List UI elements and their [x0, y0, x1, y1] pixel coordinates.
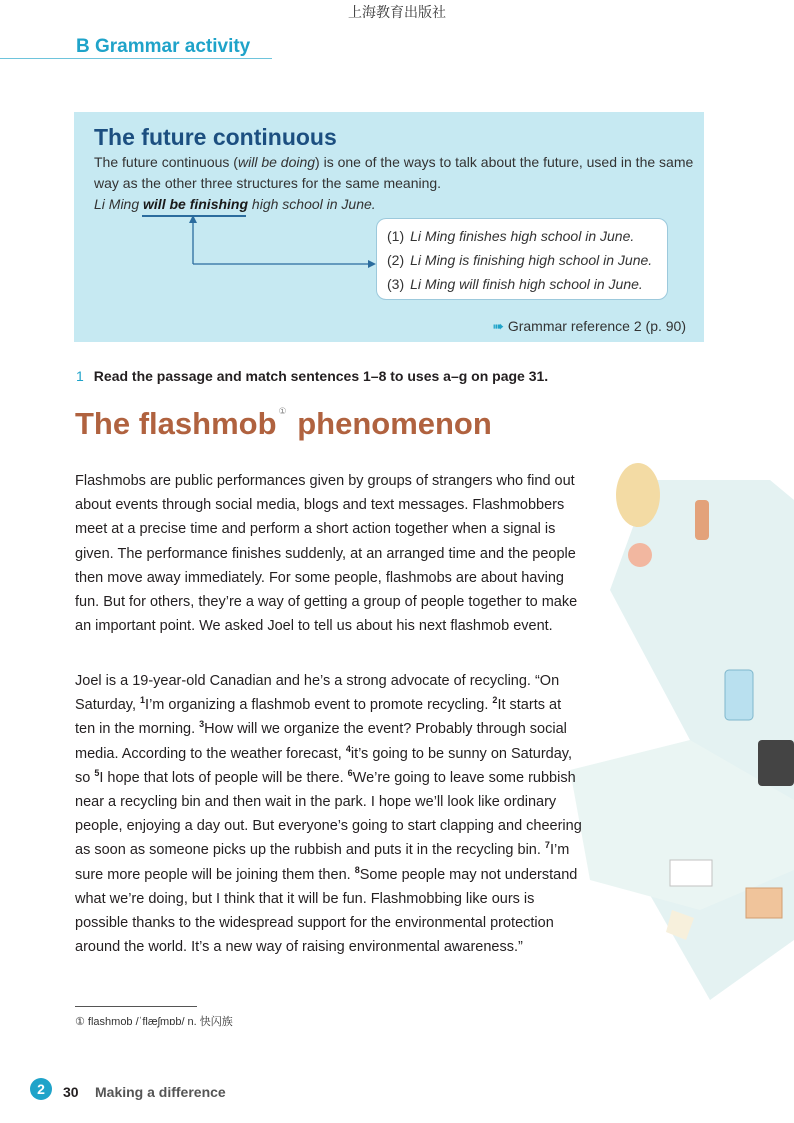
option-text: Li Ming will finish high school in June.: [410, 276, 643, 292]
example-text-after: high school in June.: [248, 196, 376, 212]
grammar-reference-text: Grammar reference 2 (p. 90): [507, 318, 686, 334]
grammar-box: [74, 112, 704, 342]
sentence-text: I hope that lots of people will be there.: [99, 769, 348, 786]
example-sentence: [94, 196, 376, 212]
option-text: Li Ming finishes high school in June.: [410, 228, 635, 244]
sentence-number: 2: [492, 695, 498, 706]
sentence-text: It starts at ten in the morning.: [75, 697, 562, 738]
sentence-text: Some people may not understand what we’re doing, but I think that it will be fun. Flashmobbing like ours is possible thanks to the widespread support for the environmental protection around the world. It’s a new way of raising environmental awareness.”: [75, 866, 578, 956]
section-heading: B Grammar activity: [76, 36, 251, 57]
unit-number-badge: 2: [30, 1078, 52, 1100]
desc-text-italic: will be doing: [237, 154, 316, 170]
footnote: ① flashmob /ˈflæʃmɒb/ n. 快闪族: [75, 1016, 233, 1028]
grammar-reference-link[interactable]: [492, 318, 686, 335]
apple-core-icon: [628, 543, 652, 567]
example-text-highlight: will be finishing: [143, 196, 249, 212]
arrow-right-icon: ➠: [492, 318, 504, 334]
desc-text-before: The future continuous (: [94, 154, 238, 170]
passage-paragraph-1: Flashmobs are public performances given by groups of strangers who find out about events through social media, blogs and text messages. Flashmobbers meet at a precise time and perform a short action together when a signal is given. The performance finishes suddenly, at an arranged time and the people then move away immediately. For some people, flashmobs are about having fun. But for others, they’re a way of getting a group of people together to make an important point. We asked Joel to tell us about his next flashmob event.: [75, 473, 578, 635]
newspaper-icon: [670, 860, 712, 886]
connector-arrow-icon: [184, 212, 384, 272]
sentence-number: 4: [345, 743, 351, 754]
desc-text-after: ) is one of the ways to talk about the future, used in the same way as the other three structures for the same meaning.: [94, 154, 694, 191]
publisher-name: 上海教育出版社: [348, 5, 446, 21]
sentence-text: I’m organizing a flashmob event to promote recycling.: [145, 697, 493, 714]
sentence-text: How will we organize the event? Probably through social media. According to the weather forecast,: [75, 721, 567, 762]
passage-paragraph-2: [75, 669, 585, 959]
passage-title-part1: The flashmob: [75, 406, 277, 441]
sentence-text: I’m sure more people will be joining them then.: [75, 842, 570, 883]
option-item: [387, 228, 634, 244]
passage-title-part2: phenomenon: [288, 406, 492, 441]
grammar-box-description: [94, 152, 700, 194]
sentence-number: 5: [94, 767, 100, 778]
sentence-number: 6: [347, 767, 353, 778]
broken-phone-icon: [725, 670, 753, 720]
equivalent-structures-box: [376, 218, 668, 300]
bottle-icon: [616, 463, 660, 527]
page-number: 30: [63, 1084, 79, 1100]
exercise-text: Read the passage and match sentences 1–8 to uses a–g on page 31.: [93, 368, 549, 384]
footnote-marker[interactable]: ①: [278, 406, 287, 416]
sentence-text: Joel is a 19-year-old Canadian and he’s a strong advocate of recycling. “On Saturday,: [75, 673, 560, 714]
grammar-box-title: The future continuous: [94, 124, 337, 150]
sentence-text: We’re going to leave some rubbish near a recycling bin and then wait in the park. I hope we’ll look like ordinary people, enjoying a day out. But everyone’s going to start clapping and cheering as soon as someone picks up the rubbish and puts it in the recycling bin.: [75, 769, 582, 859]
footnote-rule: [75, 1006, 197, 1007]
sentence-number: 8: [354, 864, 360, 875]
option-item: [387, 276, 643, 292]
sentence-number: 3: [199, 719, 205, 730]
sentence-number: 1: [140, 695, 146, 706]
section-heading-rule: [0, 58, 272, 59]
cardboard-box-icon: [746, 888, 782, 918]
option-number: (3): [387, 276, 405, 292]
tablet-icon: [758, 740, 794, 786]
option-number: (1): [387, 228, 405, 244]
option-text: Li Ming is finishing high school in June.: [410, 252, 653, 268]
sentence-text: it’s going to be sunny on Saturday, so: [75, 745, 572, 786]
sentence-number: 7: [544, 840, 550, 851]
exercise-number: 1: [76, 368, 84, 384]
option-item: [387, 252, 652, 268]
recycling-illustration: [570, 440, 794, 1000]
example-text-before: Li Ming: [94, 196, 144, 212]
option-number: (2): [387, 252, 405, 268]
unit-title: Making a difference: [95, 1084, 226, 1100]
bottle-small-icon: [695, 500, 709, 540]
passage-title: [75, 406, 492, 442]
exercise-instruction: [76, 368, 548, 384]
